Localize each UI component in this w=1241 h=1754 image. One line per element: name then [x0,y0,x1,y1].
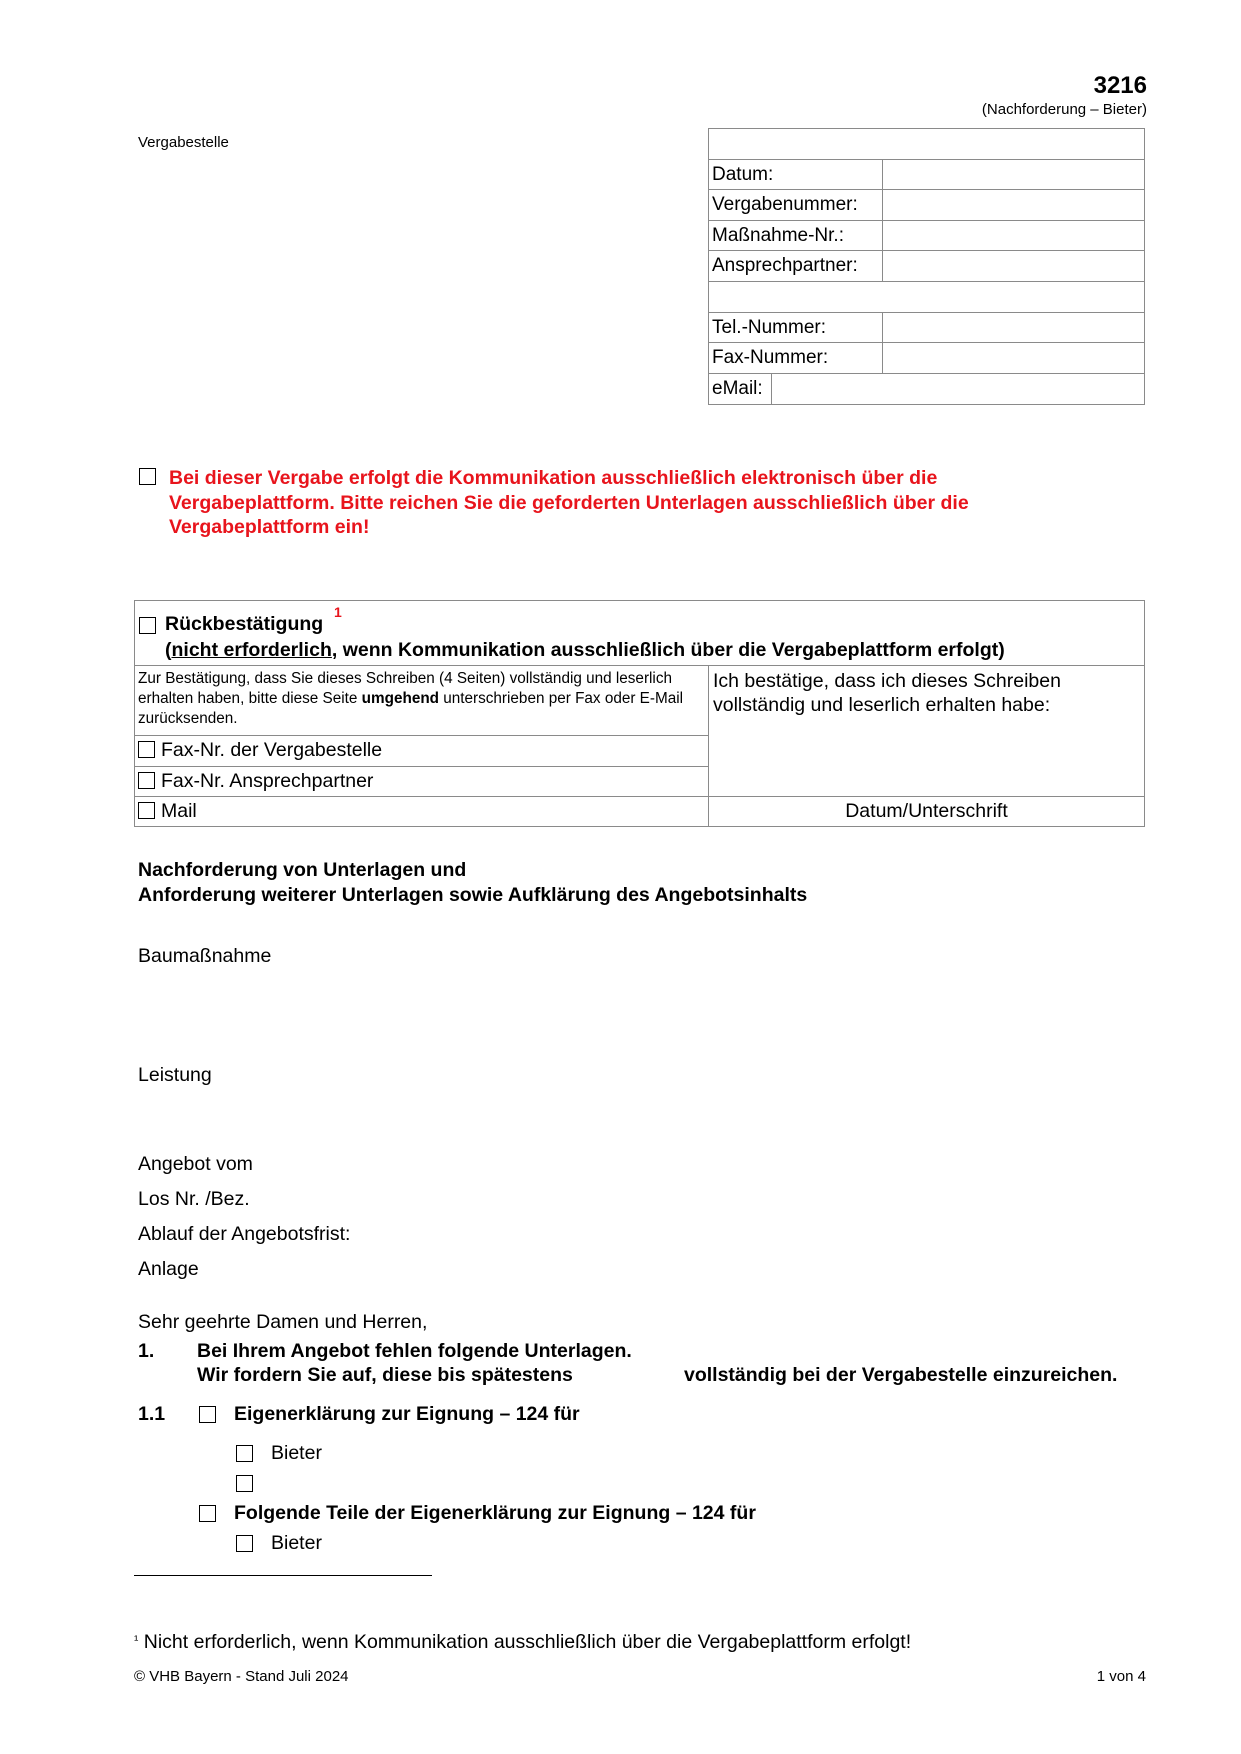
datum-field[interactable] [883,160,1144,190]
vergabestelle-label: Vergabestelle [138,134,229,151]
form-subtitle: (Nachforderung – Bieter) [981,101,1147,118]
electronic-communication-notice [139,466,1039,540]
subtitle-rest: , wenn Kommunikation ausschließlich über die Vergabeplattform erfolgt) [331,639,1005,661]
fax-ansprechpartner-label: Fax-Nr. Ansprechpartner [161,769,374,792]
info-row-ansprechpartner [709,251,1144,282]
fax-label: Fax-Nummer: [709,343,883,373]
notice-text: Bei dieser Vergabe erfolgt die Kommunikation ausschließlich elektronisch über die Vergabeplattform. Bitte reichen Sie die geforderten Unterlagen ausschließlich über die Vergabeplattform ein! [169,467,969,538]
info-row-fax [709,343,1144,374]
email-field[interactable] [772,374,1144,405]
confirmation-footnote-mark: 1 [334,604,342,620]
heading-line-2: Anforderung weiterer Unterlagen sowie Aufklärung des Angebotsinhalts [138,883,808,906]
notice-checkbox[interactable] [139,468,156,485]
folgende-teile-label: Folgende Teile der Eigenerklärung zur Eignung – 124 für [234,1502,756,1524]
confirmation-title: Rückbestätigung [165,613,324,635]
tel-field[interactable] [883,313,1144,343]
confirmation-header [135,601,1144,666]
bieter-checkbox-2[interactable] [236,1535,253,1552]
page-number: 1 von 4 [1096,1668,1146,1685]
confirmation-subtitle [165,639,1005,662]
vergabenummer-field[interactable] [883,190,1144,220]
empty-checkbox[interactable] [236,1475,253,1492]
anlage-label: Anlage [138,1258,199,1280]
info-row-spacer [709,282,1144,313]
footnote-text: Nicht erforderlich, wenn Kommunikation ausschließlich über die Vergabeplattform erfolgt! [138,1631,912,1653]
info-row-massnahme [709,221,1144,252]
leistung-label: Leistung [138,1064,212,1086]
fax-vergabestelle-label: Fax-Nr. der Vergabestelle [161,739,383,761]
option-mail [135,797,708,828]
massnahme-field[interactable] [883,221,1144,251]
section-heading [138,858,807,907]
eigenerklaerung-label: Eigenerklärung zur Eignung – 124 für [234,1403,580,1425]
confirmation-checkbox[interactable] [139,617,156,634]
salutation: Sehr geehrte Damen und Herren, [138,1311,428,1333]
item-1-number: 1. [138,1340,155,1362]
bieter-label-2: Bieter [271,1532,322,1554]
confirmation-left-column [135,666,709,826]
ansprechpartner-field[interactable] [883,251,1144,281]
massnahme-label: Maßnahme-Nr.: [709,221,883,251]
desc-part1: Zur Bestätigung, dass Sie dieses Schreiben (4 Seiten) vollständig und leserlich erhalten haben, bitte diese Seite [138,670,672,707]
copyright: © VHB Bayern - Stand Juli 2024 [134,1668,349,1685]
item-1-1-number: 1.1 [138,1403,166,1425]
form-number: 3216 [1093,72,1147,99]
info-row-vergabenummer [709,190,1144,221]
datum-label: Datum: [709,160,883,190]
vergabenummer-label: Vergabenummer: [709,190,883,220]
option-fax-ansprechpartner [135,767,708,798]
bieter-checkbox-1[interactable] [236,1445,253,1462]
bieter-label-1: Bieter [271,1442,322,1464]
fax-field[interactable] [883,343,1144,373]
heading-line-1: Nachforderung von Unterlagen und [138,859,467,881]
eigenerklaerung-checkbox[interactable] [199,1406,216,1423]
info-row-email [709,374,1144,405]
baumassnahme-label: Baumaßnahme [138,945,272,967]
item-1-line-2a: Wir fordern Sie auf, diese bis spätestens [197,1364,573,1386]
signature-label: Datum/Unterschrift [845,800,1008,822]
desc-bold: umgehend [361,690,440,707]
confirmation-description [135,666,708,736]
info-row-tel [709,313,1144,344]
los-nr-label: Los Nr. /Bez. [138,1188,250,1210]
info-row-blank [709,129,1144,160]
confirmation-statement: Ich bestätige, dass ich dieses Schreiben vollständig und leserlich erhalten habe: [709,666,1144,797]
angebotsfrist-label: Ablauf der Angebotsfrist: [138,1223,351,1245]
mail-checkbox[interactable] [138,802,155,819]
item-1-line-1: Bei Ihrem Angebot fehlen folgende Unterlagen. [197,1340,632,1362]
tel-label: Tel.-Nummer: [709,313,883,343]
desc-part2: unterschrieben per Fax oder E-Mail zurücksenden. [138,690,684,727]
contact-info-table [708,128,1145,405]
info-row-datum [709,160,1144,191]
item-1-line-2b: vollständig bei der Vergabestelle einzureichen. [684,1364,1118,1386]
footnote-mark: ¹ [134,1632,139,1647]
subtitle-underlined: nicht erforderlich [171,639,332,661]
confirmation-table [134,600,1145,827]
confirmation-right-column [709,666,1144,826]
option-fax-vergabestelle [135,736,708,767]
folgende-teile-checkbox[interactable] [199,1505,216,1522]
footnote [134,1631,911,1654]
fax-vergabestelle-checkbox[interactable] [138,741,155,758]
ansprechpartner-label: Ansprechpartner: [709,251,883,281]
footnote-divider [134,1575,432,1576]
fax-ansprechpartner-checkbox[interactable] [138,772,155,789]
subtitle-open: ( [165,639,172,661]
email-label: eMail: [709,374,772,405]
mail-label: Mail [161,800,197,822]
angebot-vom-label: Angebot vom [138,1153,253,1175]
